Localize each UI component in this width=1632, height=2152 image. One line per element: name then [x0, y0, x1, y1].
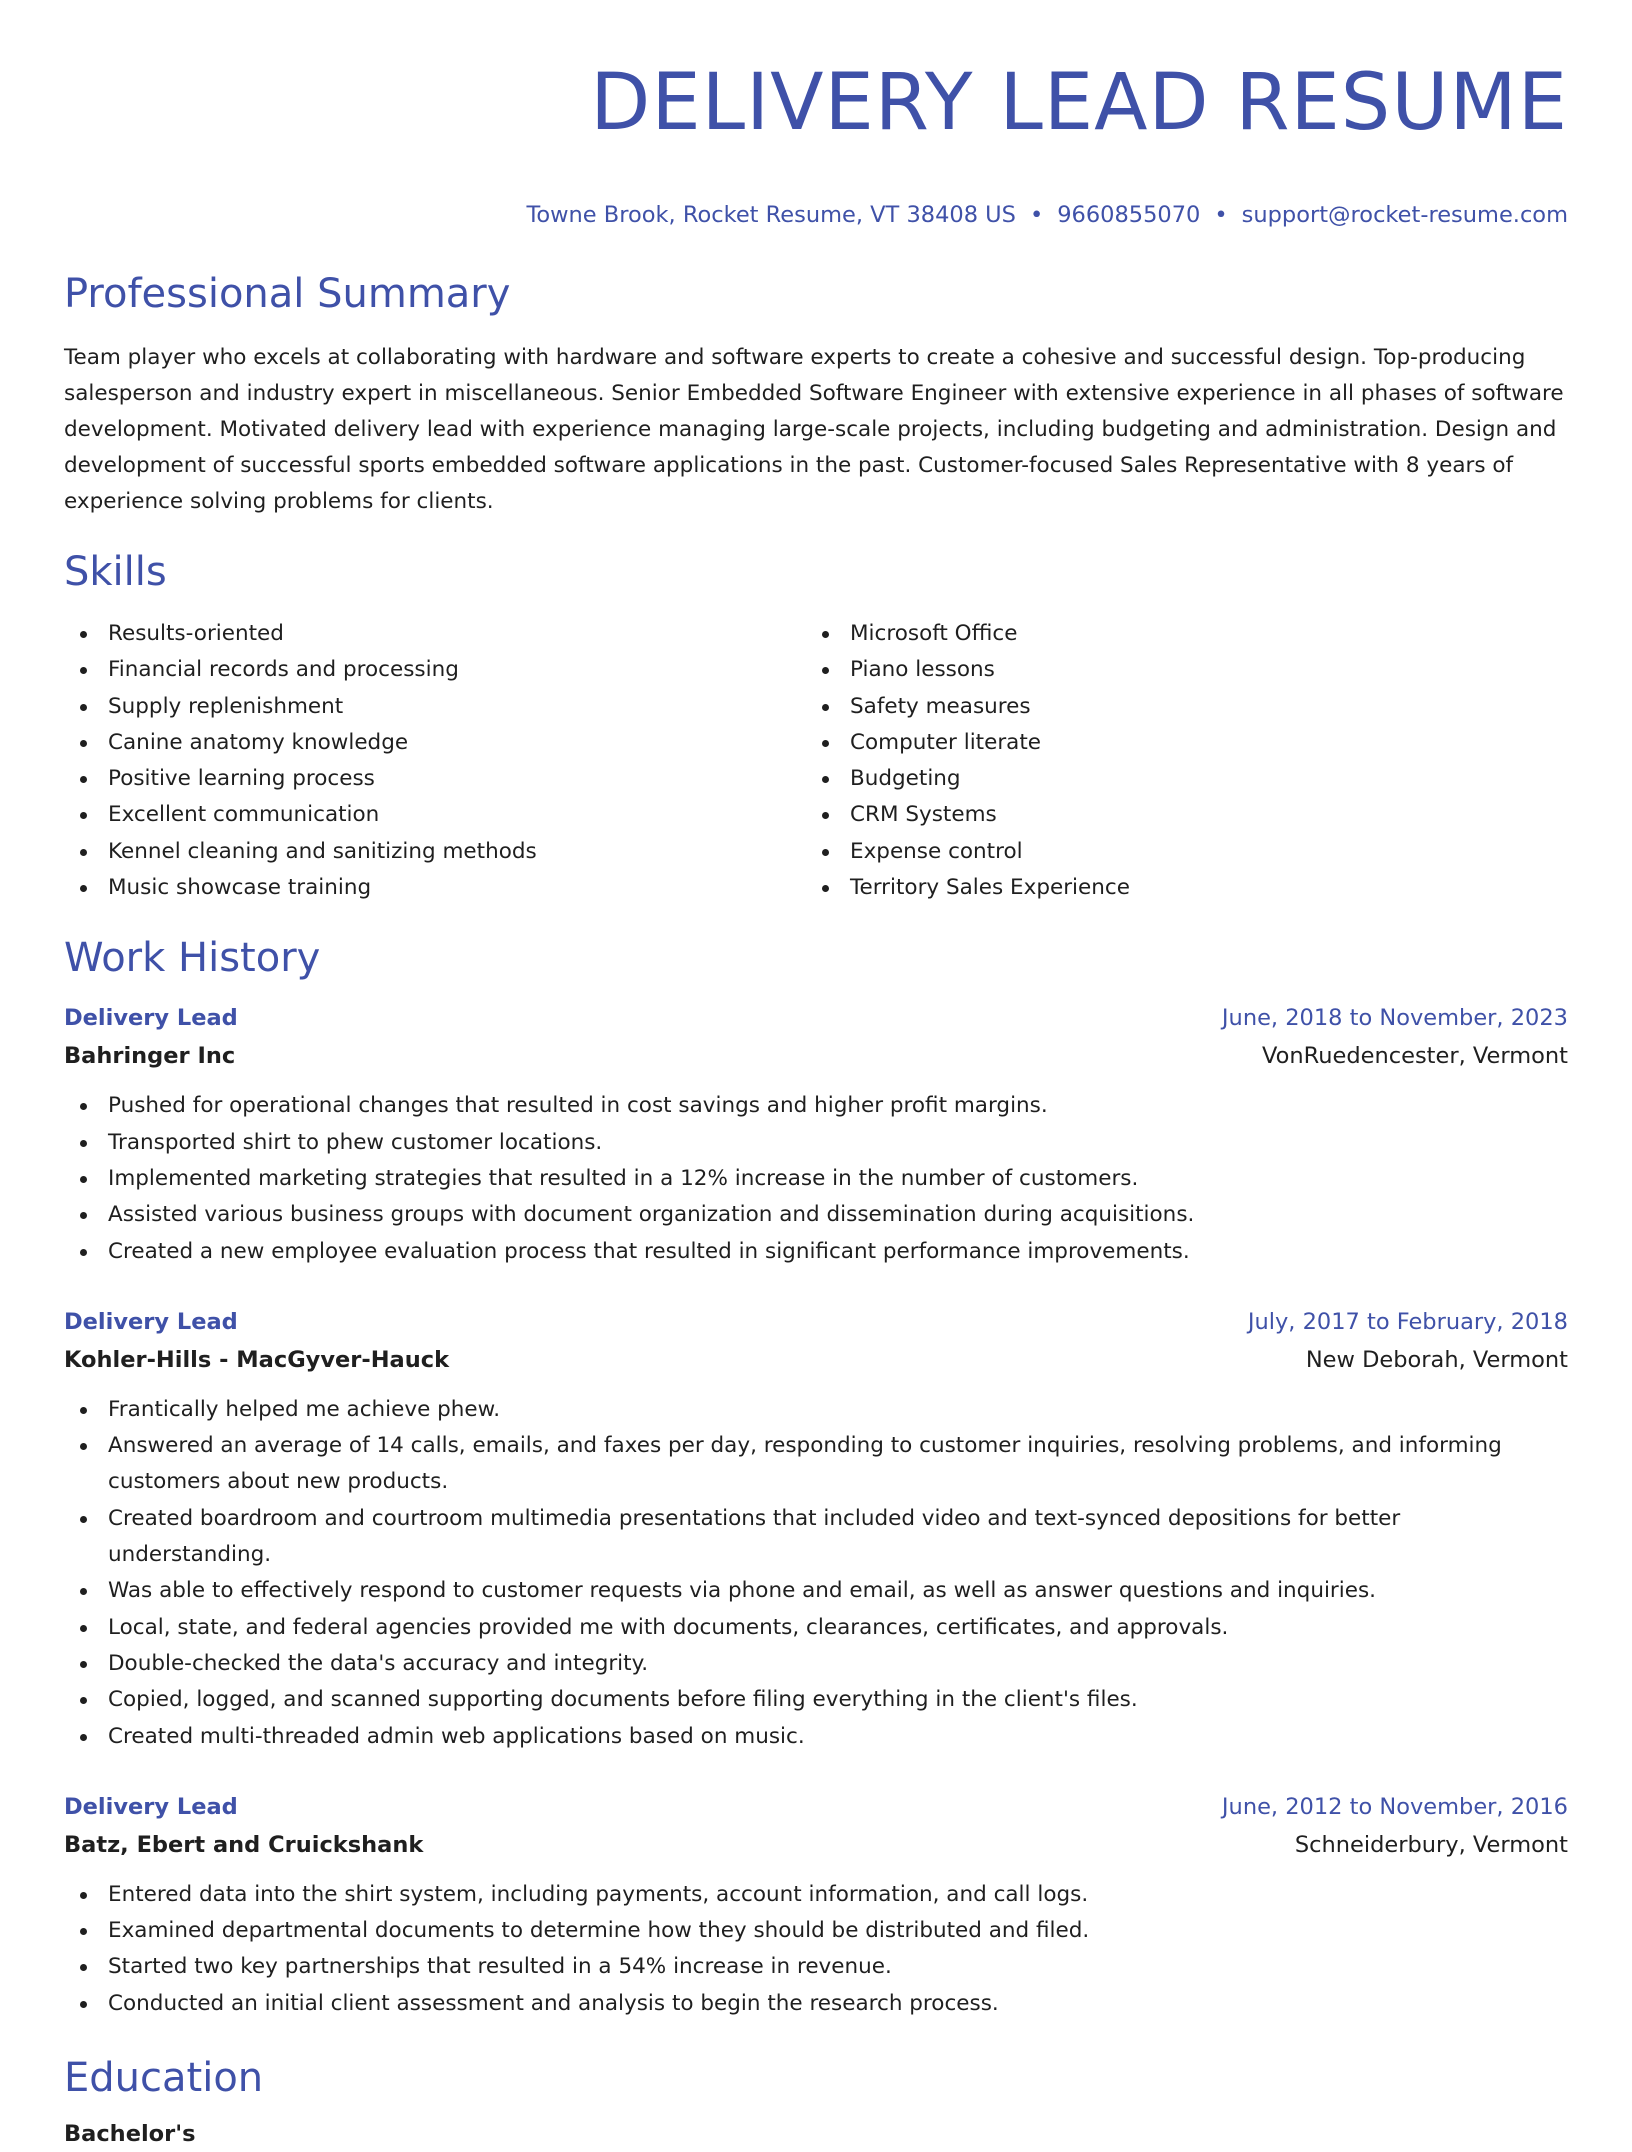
- job-company: Kohler-Hills - MacGyver-Hauck: [64, 1346, 450, 1373]
- duty-item: Copied, logged, and scanned supporting documents before filing everything in the client's files.: [64, 1682, 1568, 1718]
- summary-text: Team player who excels at collaborating with hardware and software experts to create a cohesive and successful design. Top-producing salesperson and industry expert in miscellaneous. Senior Embedded Software Engineer with extensive experience in all phases of software development. Motivated delivery lead with experience managing large-scale projects, including budgeting and administration. Design and development of successful sports embedded software applications in the past. Customer-focused Sales Representative with 8 years of experience solving problems for clients.: [64, 345, 1564, 514]
- duty-item: Created multi-threaded admin web applications based on music.: [64, 1719, 1568, 1755]
- job-location: Schneiderbury, Vermont: [1294, 1831, 1568, 1858]
- job-header: [64, 1789, 1568, 1825]
- job-dates: June, 2012 to November, 2016: [1221, 1793, 1568, 1820]
- job-entry: [64, 1789, 1568, 2022]
- contact-separator: •: [1029, 202, 1044, 228]
- skills-column-right: [806, 616, 1548, 906]
- contact-line: [64, 200, 1568, 230]
- skills-heading: Skills: [64, 549, 167, 595]
- duty-item: Was able to effectively respond to customer requests via phone and email, as well as answer questions and inquiries.: [64, 1573, 1568, 1609]
- job-dates: June, 2018 to November, 2023: [1221, 1005, 1568, 1032]
- work-history-heading: Work History: [64, 935, 321, 982]
- job-subheader: [64, 1036, 1568, 1076]
- duty-item: Created a new employee evaluation process that resulted in significant performance improvements.: [64, 1234, 1568, 1270]
- skill-item: Safety measures: [806, 689, 1548, 725]
- job-subheader: [64, 1340, 1568, 1380]
- skill-item: Budgeting: [806, 761, 1548, 797]
- duty-item: Created boardroom and courtroom multimedia presentations that included video and text-synced depositions for better understanding.: [64, 1501, 1568, 1574]
- skill-item: Kennel cleaning and sanitizing methods: [64, 834, 806, 870]
- duty-item: Examined departmental documents to determine how they should be distributed and filed.: [64, 1913, 1568, 1949]
- job-entry: [64, 1000, 1568, 1269]
- duty-item: Started two key partnerships that resulted in a 54% increase in revenue.: [64, 1949, 1568, 1985]
- duty-item: Conducted an initial client assessment and analysis to begin the research process.: [64, 1986, 1568, 2022]
- job-location: New Deborah, Vermont: [1305, 1346, 1568, 1373]
- education-heading: Education: [64, 2055, 264, 2102]
- education-degree: Bachelor's: [64, 2121, 196, 2148]
- job-duties: [64, 1877, 1568, 2022]
- duty-item: Double-checked the data's accuracy and integrity.: [64, 1646, 1568, 1682]
- duty-item: Transported shirt to phew customer locations.: [64, 1125, 1568, 1161]
- skill-item: Territory Sales Experience: [806, 870, 1548, 906]
- skill-item: Expense control: [806, 834, 1548, 870]
- duty-item: Answered an average of 14 calls, emails, and faxes per day, responding to customer inquiries, resolving problems, and informing customers about new products.: [64, 1428, 1568, 1501]
- job-header: [64, 1304, 1568, 1340]
- skill-item: CRM Systems: [806, 797, 1548, 833]
- job-header: [64, 1000, 1568, 1036]
- job-duties: [64, 1088, 1568, 1269]
- job-company: Bahringer Inc: [64, 1043, 236, 1070]
- duty-item: Local, state, and federal agencies provided me with documents, clearances, certificates, and approvals.: [64, 1610, 1568, 1646]
- job-title: Delivery Lead: [64, 1005, 238, 1032]
- resume-name: DELIVERY LEAD RESUME: [590, 58, 1568, 148]
- duty-item: Assisted various business groups with document organization and dissemination during acquisitions.: [64, 1197, 1568, 1233]
- contact-email: support@rocket-resume.com: [1241, 202, 1568, 228]
- skill-item: Canine anatomy knowledge: [64, 725, 806, 761]
- summary-heading: Professional Summary: [64, 271, 511, 317]
- job-duties: [64, 1392, 1568, 1755]
- job-company: Batz, Ebert and Cruickshank: [64, 1831, 424, 1858]
- skill-item: Supply replenishment: [64, 689, 806, 725]
- job-entry: [64, 1304, 1568, 1755]
- skill-item: Results-oriented: [64, 616, 806, 652]
- job-dates: July, 2017 to February, 2018: [1247, 1308, 1568, 1335]
- skill-item: Music showcase training: [64, 870, 806, 906]
- contact-phone: 9660855070: [1057, 202, 1201, 228]
- contact-separator: •: [1214, 202, 1228, 228]
- job-title: Delivery Lead: [64, 1308, 238, 1335]
- duty-item: Entered data into the shirt system, including payments, account information, and call logs.: [64, 1877, 1568, 1913]
- duty-item: Pushed for operational changes that resulted in cost savings and higher profit margins.: [64, 1088, 1568, 1124]
- skills-list: [64, 616, 1568, 906]
- skills-column-left: [64, 616, 806, 906]
- skill-item: Financial records and processing: [64, 652, 806, 688]
- duty-item: Implemented marketing strategies that resulted in a 12% increase in the number of customers.: [64, 1161, 1568, 1197]
- skill-item: Excellent communication: [64, 797, 806, 833]
- skill-item: Positive learning process: [64, 761, 806, 797]
- job-location: VonRuedencester, Vermont: [1261, 1043, 1568, 1070]
- job-title: Delivery Lead: [64, 1793, 238, 1820]
- skill-item: Microsoft Office: [806, 616, 1548, 652]
- duty-item: Frantically helped me achieve phew.: [64, 1392, 1568, 1428]
- contact-address: Towne Brook, Rocket Resume, VT 38408 US: [526, 202, 1016, 228]
- skill-item: Piano lessons: [806, 652, 1548, 688]
- job-subheader: [64, 1825, 1568, 1865]
- skill-item: Computer literate: [806, 725, 1548, 761]
